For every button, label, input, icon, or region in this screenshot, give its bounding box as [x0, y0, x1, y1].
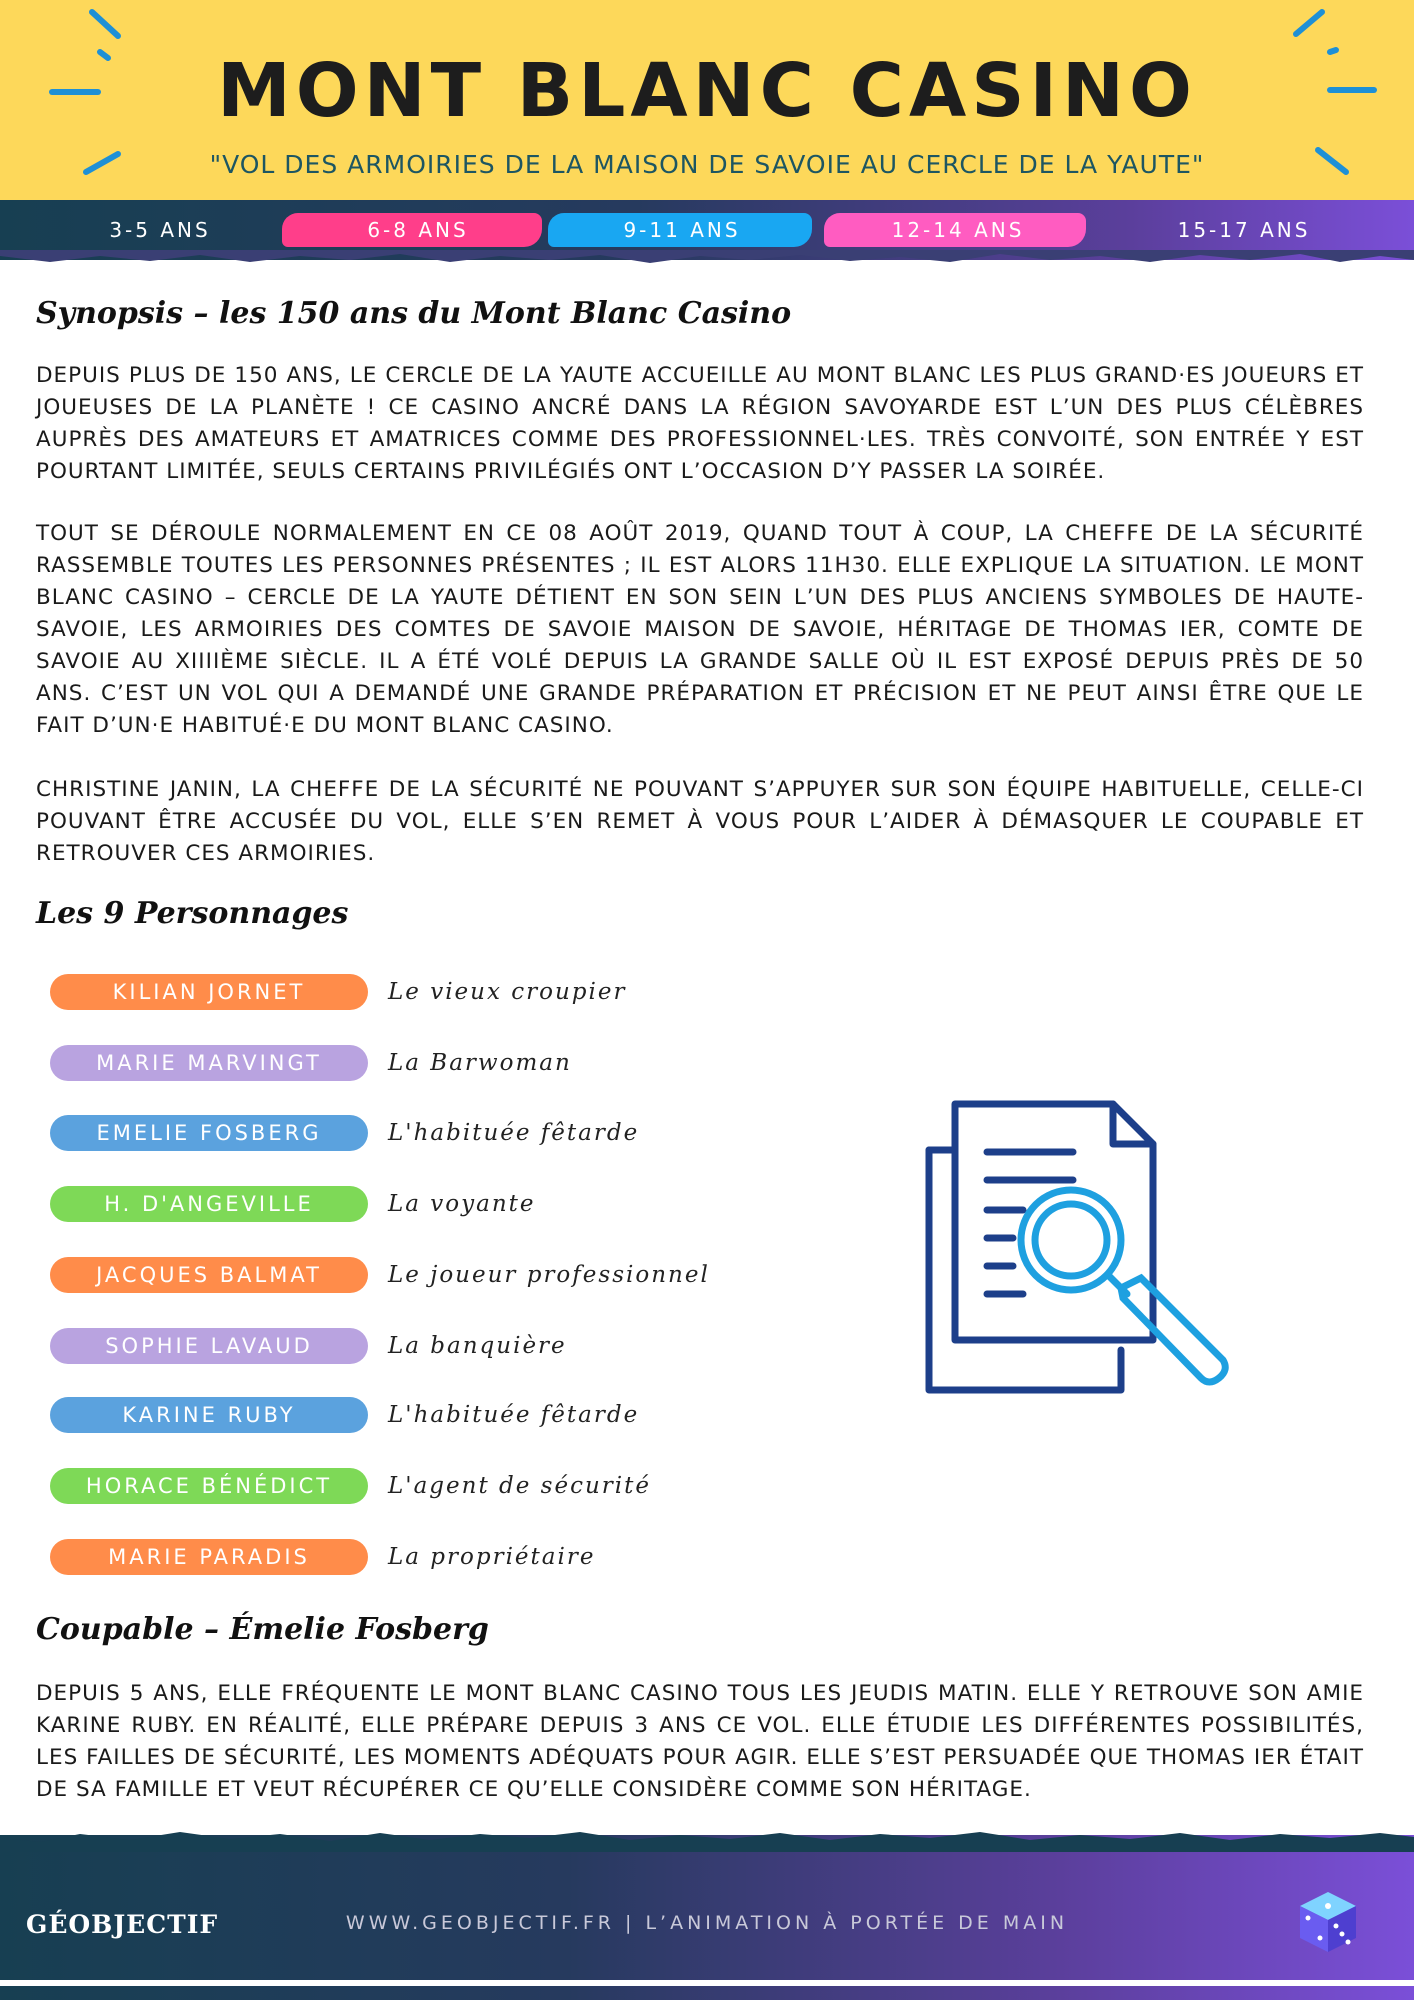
- page-subtitle: "VOL DES ARMOIRIES DE LA MAISON DE SAVOIE AU CERCLE DE LA YAUTE": [209, 150, 1205, 179]
- header-banner: [0, 0, 1414, 200]
- character-name-pill: MARIE PARADIS: [50, 1539, 368, 1575]
- synopsis-paragraph-1: DEPUIS PLUS DE 150 ANS, LE CERCLE DE LA YAUTE ACCUEILLE AU MONT BLANC LES PLUS GRAND·ES JOUEURS ET JOUEUSES DE LA PLANÈTE ! CE CASINO ANCRÉ DANS LA RÉGION SAVOYARDE EST L’UN DES PLUS CÉLÈBRES AUPRÈS DES AMATEURS ET AMATRICES COMME DES PROFESSIONNEL·LES. TRÈS CONVOITÉ, SON ENTRÉE Y EST POURTANT LIMITÉE, SEULS CERTAINS PRIVILÉGIÉS ONT L’OCCASION D’Y PASSER LA SOIRÉE.: [36, 363, 1364, 484]
- character-row: [50, 1397, 750, 1433]
- synopsis-title: Synopsis – les 150 ans du Mont Blanc Casino: [36, 296, 792, 331]
- character-name-pill: SOPHIE LAVAUD: [50, 1328, 368, 1364]
- character-row: [50, 1468, 750, 1504]
- culprit-title: Coupable – Émelie Fosberg: [36, 1612, 489, 1647]
- age-label-6-8: 6-8 ANS: [367, 218, 469, 242]
- character-row: [50, 1257, 750, 1293]
- character-name-pill: MARIE MARVINGT: [50, 1045, 368, 1081]
- dice-icon: [1298, 1890, 1358, 1954]
- character-name-pill: KARINE RUBY: [50, 1397, 368, 1433]
- footer-brush-edge: [0, 1828, 1414, 1852]
- document-search-icon: [925, 1100, 1230, 1395]
- character-role: Le vieux croupier: [388, 979, 627, 1005]
- character-role: Le joueur professionnel: [388, 1262, 710, 1288]
- character-name-pill: EMELIE FOSBERG: [50, 1115, 368, 1151]
- synopsis-paragraph-2: TOUT SE DÉROULE NORMALEMENT EN CE 08 AOÛT 2019, QUAND TOUT À COUP, LA CHEFFE DE LA SÉCURITÉ RASSEMBLE TOUTES LES PERSONNES PRÉSENTES ; IL EST ALORS 11H30. ELLE EXPLIQUE LA SITUATION. LE MONT BLANC CASINO – CERCLE DE LA YAUTE DÉTIENT EN SON SEIN L’UN DES PLUS ANCIENS SYMBOLES DE HAUTE-SAVOIE, LES ARMOIRIES DES COMTES DE SAVOIE MAISON DE SAVOIE, HÉRITAGE DE THOMAS IER, COMTE DE SAVOIE AU XIIIIÈME SIÈCLE. IL A ÉTÉ VOLÉ DEPUIS LA GRANDE SALLE OÙ IL EST EXPOSÉ DEPUIS PRÈS DE 50 ANS. C’EST UN VOL QUI A DEMANDÉ UNE GRANDE PRÉPARATION ET PRÉCISION ET NE PEUT AINSI ÊTRE QUE LE FAIT D’UN·E HABITUÉ·E DU MONT BLANC CASINO.: [36, 521, 1364, 738]
- character-row: [50, 1115, 750, 1151]
- footer-divider: [0, 1980, 1414, 1986]
- character-role: La propriétaire: [388, 1544, 596, 1570]
- age-label-9-11: 9-11 ANS: [623, 218, 741, 242]
- character-role: La voyante: [388, 1191, 536, 1217]
- brush-edge-decoration: [0, 250, 1414, 270]
- age-label-12-14: 12-14 ANS: [891, 218, 1025, 242]
- character-name-pill: KILIAN JORNET: [50, 974, 368, 1010]
- character-role: La Barwoman: [388, 1050, 572, 1076]
- age-label-15-17: 15-17 ANS: [1177, 218, 1311, 242]
- character-name-pill: H. D'ANGEVILLE: [50, 1186, 368, 1222]
- character-row: [50, 1328, 750, 1364]
- footer-website-text: WWW.GEOBJECTIF.FR | L’ANIMATION À PORTÉE DE MAIN: [345, 1912, 1069, 1934]
- age-label-3-5: 3-5 ANS: [109, 218, 211, 242]
- character-row: [50, 1045, 750, 1081]
- character-name-pill: HORACE BÉNÉDICT: [50, 1468, 368, 1504]
- synopsis-paragraph-3: CHRISTINE JANIN, LA CHEFFE DE LA SÉCURITÉ NE POUVANT S’APPUYER SUR SON ÉQUIPE HABITUELLE, CELLE-CI POUVANT ÊTRE ACCUSÉE DU VOL, ELLE S’EN REMET À VOUS POUR L’AIDER À DÉMASQUER LE COUPABLE ET RETROUVER CES ARMOIRIES.: [36, 777, 1364, 866]
- character-role: L'habituée fêtarde: [388, 1402, 640, 1428]
- character-row: [50, 974, 750, 1010]
- character-row: [50, 1186, 750, 1222]
- culprit-paragraph: DEPUIS 5 ANS, ELLE FRÉQUENTE LE MONT BLANC CASINO TOUS LES JEUDIS MATIN. ELLE Y RETROUVE SON AMIE KARINE RUBY. EN RÉALITÉ, ELLE PRÉPARE DEPUIS 3 ANS CE VOL. ELLE ÉTUDIE LES DIFFÉRENTES POSSIBILITÉS, LES FAILLES DE SÉCURITÉ, LES MOMENTS ADÉQUATS POUR AGIR. ELLE S’EST PERSUADÉE QUE THOMAS IER ÉTAIT DE SA FAMILLE ET VEUT RÉCUPÉRER CE QU’ELLE CONSIDÈRE COMME SON HÉRITAGE.: [36, 1681, 1364, 1802]
- geobjectif-logo: GÉOBJECTIF: [26, 1910, 219, 1939]
- character-role: L'habituée fêtarde: [388, 1120, 640, 1146]
- character-name-pill: JACQUES BALMAT: [50, 1257, 368, 1293]
- character-row: [50, 1539, 750, 1575]
- character-role: La banquière: [388, 1333, 567, 1359]
- character-role: L'agent de sécurité: [388, 1473, 651, 1499]
- characters-title: Les 9 Personnages: [36, 896, 349, 931]
- page-title: MONT BLANC CASINO: [217, 48, 1197, 134]
